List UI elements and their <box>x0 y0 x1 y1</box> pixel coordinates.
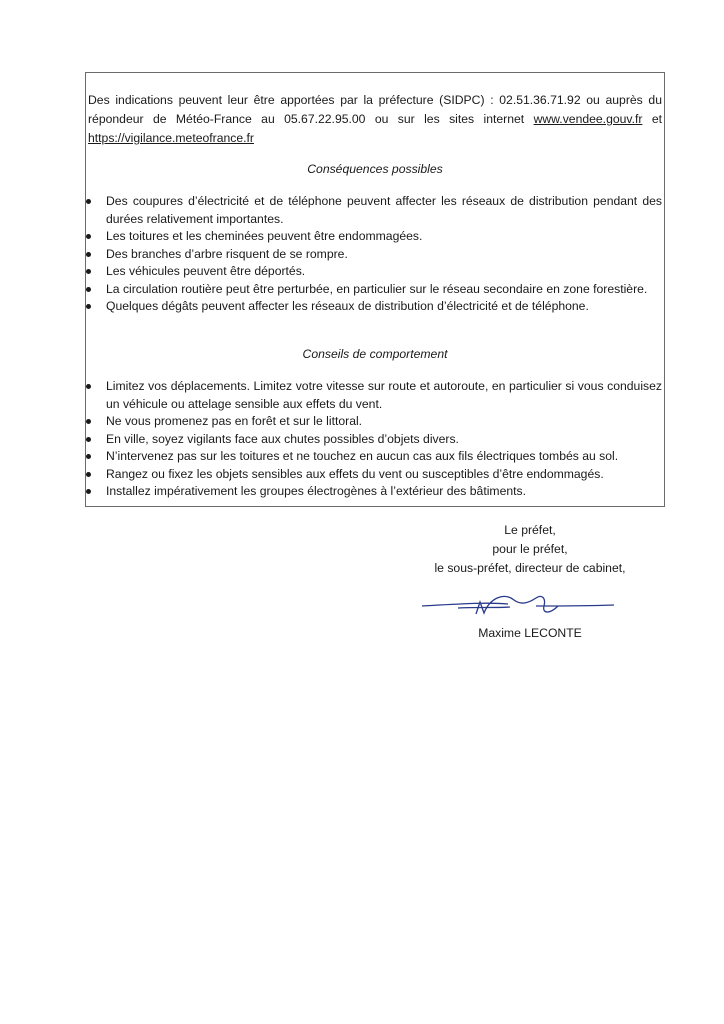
list-item <box>86 448 662 466</box>
signature-line-1: Le préfet, <box>504 523 556 537</box>
list-item <box>86 298 662 316</box>
list-item-text: Quelques dégâts peuvent affecter les réseaux de distribution d’électricité et de téléphone. <box>106 299 589 313</box>
list-item <box>86 263 662 281</box>
list-item <box>86 431 662 449</box>
signature-line-2: pour le préfet, <box>492 542 568 556</box>
bullet-icon <box>86 269 91 274</box>
intro-paragraph <box>88 91 662 148</box>
bullet-icon <box>86 454 91 459</box>
consequences-list <box>86 193 662 316</box>
list-item-text: Rangez ou fixez les objets sensibles aux effets du vent ou susceptibles d’être endommagés. <box>106 466 604 481</box>
list-item <box>86 281 662 299</box>
list-item <box>86 246 662 264</box>
bullet-icon <box>86 287 91 292</box>
list-item <box>86 378 662 413</box>
conseils-heading: Conseils de comportement <box>302 347 448 361</box>
consequences-heading: Conséquences possibles <box>307 162 443 176</box>
bullet-icon <box>86 252 91 257</box>
list-item-text: La circulation routière peut être perturbée, en particulier sur le réseau secondaire en zone forestière. <box>106 281 648 296</box>
bullet-icon <box>86 472 91 477</box>
bullet-icon <box>86 199 91 204</box>
bullet-icon <box>86 234 91 239</box>
signatory-name: Maxime LECONTE <box>478 626 582 640</box>
intro-text-middle: et <box>642 112 662 126</box>
handwritten-signature-icon <box>418 584 618 624</box>
list-item-text: Installez impérativement les groupes électrogènes à l’extérieur des bâtiments. <box>106 484 527 498</box>
list-item-text: Les véhicules peuvent être déportés. <box>106 264 306 278</box>
list-item-text: Les toitures et les cheminées peuvent être endommagées. <box>106 229 423 243</box>
list-item <box>86 228 662 246</box>
link-vigilance-meteofrance[interactable]: https://vigilance.meteofrance.fr <box>88 131 254 145</box>
bullet-icon <box>86 304 91 309</box>
list-item-text: Limitez vos déplacements. Limitez votre vitesse sur route et autoroute, en particulier si vous conduisez un véhicule ou attelage sensible aux effets du vent. <box>106 379 662 411</box>
list-item-text: Des coupures d’électricité et de téléphone peuvent affecter les réseaux de distribution pendant des durées relativement importantes. <box>106 194 662 226</box>
conseils-list <box>86 378 662 501</box>
bullet-icon <box>86 437 91 442</box>
bullet-icon <box>86 419 91 424</box>
list-item <box>86 193 662 228</box>
link-vendee-gouv[interactable]: www.vendee.gouv.fr <box>533 112 643 126</box>
list-item <box>86 413 662 431</box>
list-item-text: Des branches d’arbre risquent de se rompre. <box>106 246 348 261</box>
list-item-text: En ville, soyez vigilants face aux chutes possibles d’objets divers. <box>106 431 459 446</box>
list-item-text: Ne vous promenez pas en forêt et sur le littoral. <box>106 414 363 428</box>
intro-text-before: Des indications peuvent leur être apportées par la préfecture (SIDPC) : 02.51.36.71.92 ou auprès du répondeur de Météo-France au 05.67.22.95.00 ou sur les sites internet <box>88 93 662 126</box>
bullet-icon <box>86 384 91 389</box>
bullet-icon <box>86 489 91 494</box>
list-item <box>86 483 662 501</box>
signature-line-3: le sous-préfet, directeur de cabinet, <box>434 561 626 575</box>
list-item-text: N’intervenez pas sur les toitures et ne touchez en aucun cas aux fils électriques tombés au sol. <box>106 449 619 463</box>
list-item <box>86 466 662 484</box>
